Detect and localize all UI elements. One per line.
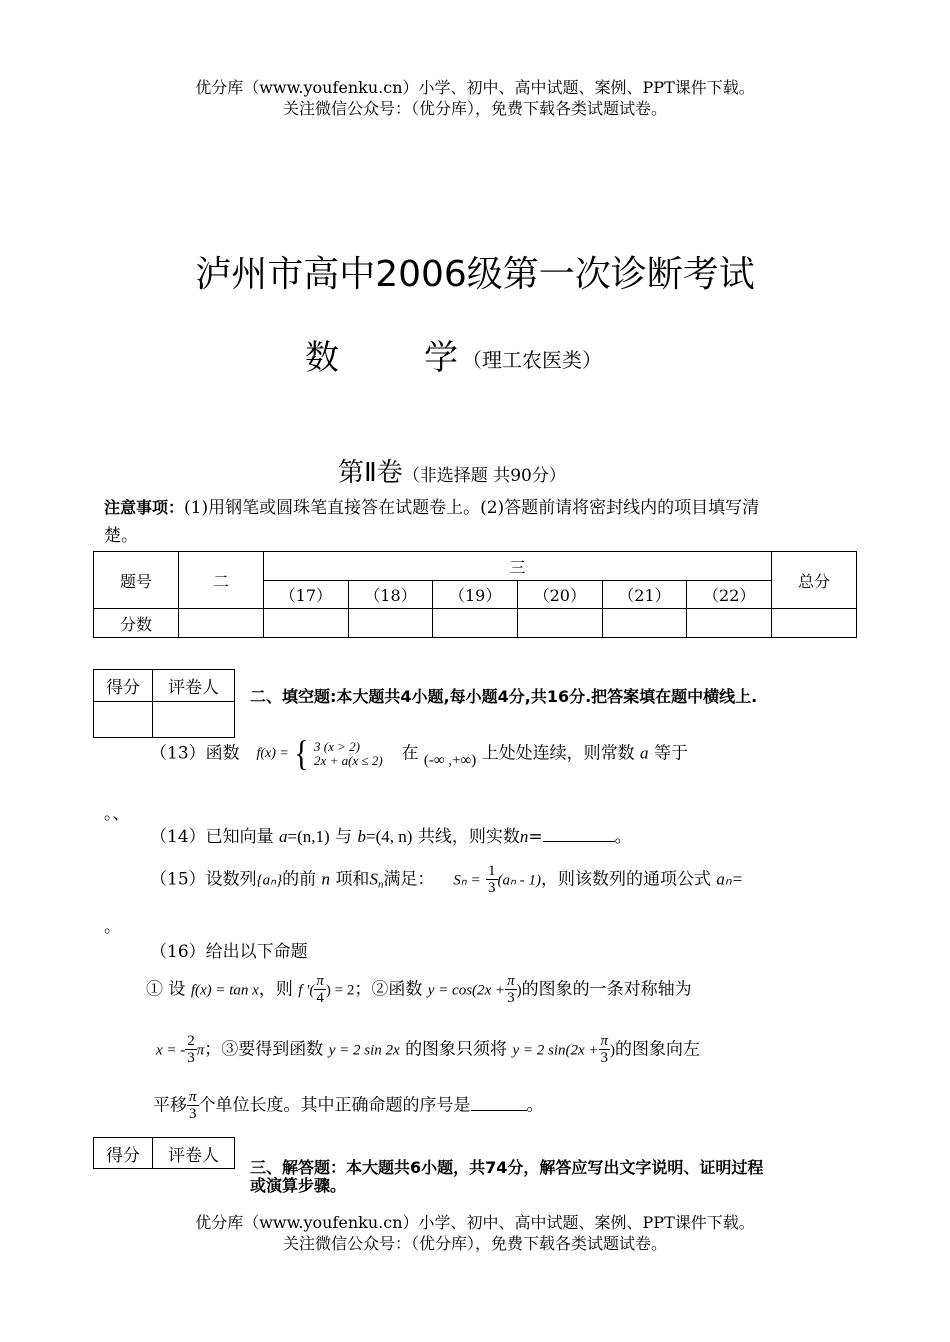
- q13-text-d: 等于: [653, 743, 688, 764]
- score-table-q21: （21）: [602, 581, 687, 609]
- q16-p1-e: ) = 2: [325, 982, 355, 999]
- q15-text-a: （15）设数列: [150, 869, 257, 890]
- score-table-q22: （22）: [687, 581, 772, 609]
- score-table: [93, 551, 857, 638]
- q14-n: n: [519, 827, 529, 846]
- q16-p2-fraction: [505, 974, 517, 1006]
- section-title: 第Ⅱ卷: [338, 458, 403, 488]
- score-cell[interactable]: [517, 609, 602, 638]
- part-two-title: 二、填空题:本大题共4小题,每小题4分,共16分.把答案填在题中横线上.: [250, 687, 758, 706]
- header-line-2: 关注微信公众号：（优分库），免费下载各类试题试卷。: [282, 99, 667, 118]
- question-13: [150, 733, 688, 774]
- section-heading: [338, 452, 566, 489]
- notice: [104, 495, 864, 521]
- q16-p3-fraction: [599, 1034, 611, 1066]
- brace-icon: {: [294, 733, 309, 774]
- q15-formula-right: (aₙ - 1): [497, 872, 541, 889]
- q13-text-b: 在: [401, 743, 419, 764]
- notice-text-2: 楚。: [104, 526, 138, 546]
- q16-p3-den: 3: [600, 1050, 609, 1066]
- q15-an: aₙ=: [716, 869, 744, 889]
- q16-p2-num: π: [507, 973, 515, 989]
- q13-interval: (-∞ ,+∞): [423, 752, 477, 769]
- score-table-total: 总分: [772, 552, 857, 609]
- q16-p3-f: 个单位长度。其中正确命题的序号是: [198, 1095, 471, 1116]
- q16-p2-den: 3: [507, 990, 515, 1006]
- q16-p2-x-fraction: [185, 1034, 197, 1066]
- q15-text-e: ，则该数列的通项公式: [540, 869, 711, 890]
- q15-n: n: [321, 869, 331, 889]
- q14-answer-blank[interactable]: [543, 841, 615, 842]
- q15-frac-den: 3: [488, 880, 496, 896]
- q15-frac-num: 1: [488, 863, 496, 879]
- q16-p1-b: ，则: [258, 979, 293, 1000]
- q16-p2-x: x = -: [156, 1042, 186, 1059]
- grader-reviewer-label: 评卷人: [153, 670, 235, 702]
- q14-vec-b: b: [357, 827, 367, 846]
- grader-reviewer-label: 评卷人: [153, 1138, 235, 1169]
- q16-answer-blank[interactable]: [471, 1110, 527, 1111]
- score-table-part2: 二: [179, 552, 264, 609]
- q16-p2-e: ): [516, 982, 522, 999]
- score-table-q17: （17）: [264, 581, 349, 609]
- q16-p1-c: ；②函数: [354, 979, 423, 1000]
- q13-case-2: 2x + a(x ≤ 2): [314, 753, 383, 768]
- footer-line-2: 关注微信公众号：（优分库），免费下载各类试题试卷。: [282, 1234, 667, 1253]
- subject-note: （理工农医类）: [462, 348, 602, 372]
- q14-text-d: =: [528, 827, 543, 847]
- q16-p2-xnum: 2: [187, 1033, 195, 1049]
- grader-reviewer-cell[interactable]: [153, 702, 235, 738]
- q13-continuation: 。、: [104, 804, 130, 824]
- q14-text-a: （14）已知向量: [150, 827, 274, 847]
- q14-text-c: 共线，则实数: [417, 827, 520, 847]
- score-table-q18: （18）: [348, 581, 433, 609]
- grader-score-cell[interactable]: [94, 702, 153, 738]
- score-table-q19: （19）: [433, 581, 518, 609]
- q15-seq: {aₙ}: [256, 872, 283, 889]
- header-line-1: 优分库（www.youfenku.cn）小学、初中、高中试题、案例、PPT课件下载。: [195, 78, 755, 97]
- q16-line-1: [146, 974, 692, 1006]
- q16-p1-den: 4: [316, 990, 324, 1006]
- notice-label: 注意事项：: [104, 498, 185, 517]
- subject-char-1: 数: [305, 338, 339, 378]
- q15-text-c: 项和: [335, 869, 370, 890]
- grader-score-label: 得分: [94, 670, 153, 702]
- score-table-part3: 三: [264, 552, 772, 581]
- q14-vec-a: a: [279, 827, 288, 846]
- q15-S-sub: n: [377, 878, 384, 891]
- q16-p2-pi: π: [196, 1042, 205, 1059]
- q13-var: a: [640, 743, 649, 763]
- page-title: 泸州市高中2006级第一次诊断考试: [195, 254, 755, 295]
- q16-p3-c: 的图象向左: [615, 1039, 701, 1060]
- section-note: （非选择题 共90分）: [402, 466, 566, 486]
- q16-p2-xden: 3: [187, 1050, 195, 1066]
- footer-line-1: 优分库（www.youfenku.cn）小学、初中、高中试题、案例、PPT课件下载。: [195, 1213, 755, 1232]
- q13-text-c: 上处处连续，则常数: [481, 743, 635, 764]
- q16-p1-a: ① 设: [146, 979, 186, 1000]
- q15-text-b: 的前: [282, 869, 317, 890]
- q16-p3-shift-fraction: [187, 1090, 199, 1122]
- q15-formula-left: Sₙ =: [453, 872, 481, 889]
- score-cell[interactable]: [264, 609, 349, 638]
- part-three-title: 三、解答题：本大题共6小题，共74分，解答应写出文字说明、证明过程: [250, 1158, 764, 1177]
- part-three-title-2: 或演算步骤。: [250, 1176, 347, 1195]
- q16-p3-g: 。: [526, 1095, 544, 1116]
- q15-text-d: 满足：: [383, 869, 435, 890]
- question-15: [150, 864, 743, 898]
- q16-p3-num: π: [600, 1033, 609, 1049]
- q16-p3-sden: 3: [189, 1106, 197, 1122]
- score-table-q20: （20）: [517, 581, 602, 609]
- q16-p1-f: f(x) = tan x: [190, 982, 259, 999]
- score-cell[interactable]: [687, 609, 772, 638]
- q14-eq-b: =(4, n): [366, 827, 413, 846]
- grader-score-label: 得分: [94, 1138, 153, 1169]
- subject-char-2: 学: [424, 338, 458, 378]
- q15-S: S: [369, 869, 378, 889]
- q16-line-2: [156, 1034, 700, 1066]
- q14-text-e: 。: [614, 827, 632, 847]
- score-cell[interactable]: [602, 609, 687, 638]
- grader-box: [93, 669, 235, 738]
- q14-text-b: 与: [335, 827, 353, 847]
- q13-case-1: 3 (x > 2): [314, 739, 360, 754]
- q16-line-3: [153, 1090, 544, 1122]
- q16-p3-d: 平移: [153, 1095, 187, 1116]
- q16-p3-e: ): [610, 1042, 616, 1059]
- q16-p3-snum: π: [189, 1089, 197, 1105]
- q16-p3-a: ；③要得到函数: [204, 1039, 324, 1060]
- q16-intro: （16）给出以下命题: [150, 942, 308, 962]
- q14-eq-a: =(n,1): [287, 827, 330, 846]
- score-cell[interactable]: [433, 609, 518, 638]
- q15-fraction: [486, 864, 498, 896]
- q13-piecewise: [314, 740, 383, 768]
- q16-p2-b: 的图象的一条对称轴为: [521, 979, 692, 1000]
- score-cell[interactable]: [348, 609, 433, 638]
- q16-p1-deriv: f '(: [298, 982, 315, 999]
- q13-text-a: （13）函数: [150, 743, 240, 764]
- q16-p1-num: π: [316, 973, 324, 989]
- question-14: [150, 824, 632, 850]
- q15-continuation: 。: [104, 917, 121, 937]
- q16-p3-f1: y = 2 sin 2x: [328, 1042, 400, 1059]
- q13-fx: f(x) =: [256, 746, 289, 761]
- q16-p2-f: y = cos(2x +: [427, 982, 506, 999]
- q16-p3-f2: y = 2 sin(2x +: [512, 1042, 599, 1059]
- grader-box: [93, 1137, 235, 1169]
- notice-text: (1)用钢笔或圆珠笔直接答在试题卷上。(2)答题前请将密封线内的项目填写清: [184, 498, 760, 518]
- q16-p3-b: 的图象只须将: [405, 1039, 508, 1060]
- score-table-score-label: 分数: [94, 609, 179, 638]
- score-cell[interactable]: [772, 609, 857, 638]
- score-table-row-label: 题号: [94, 552, 179, 609]
- score-cell[interactable]: [179, 609, 264, 638]
- q16-p1-fraction: [314, 974, 326, 1006]
